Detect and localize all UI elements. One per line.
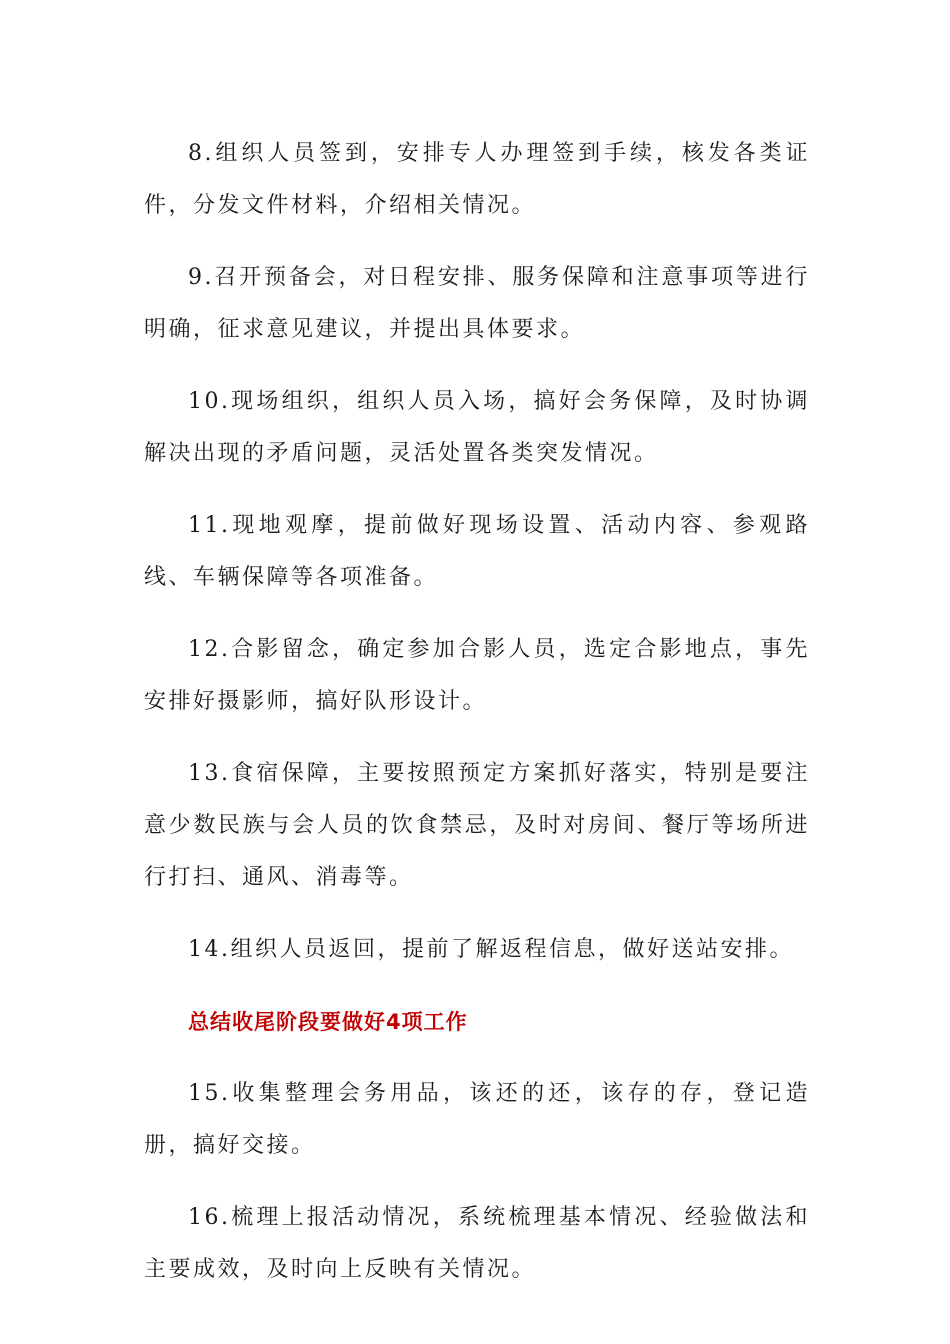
paragraph-item-12: 12.合影留念，确定参加合影人员，选定合影地点，事先安排好摄影师，搞好队形设计。: [144, 637, 810, 714]
paragraph-item-8: 8.组织人员签到，安排专人办理签到手续，核发各类证件，分发文件材料，介绍相关情况。: [144, 141, 810, 218]
paragraph-item-14: 14.组织人员返回，提前了解返程信息，做好送站安排。: [188, 937, 794, 962]
paragraph-item-10: 10.现场组织，组织人员入场，搞好会务保障，及时协调解决出现的矛盾问题，灵活处置各类突发情况。: [144, 389, 810, 466]
paragraph-item-9: 9.召开预备会，对日程安排、服务保障和注意事项等进行明确，征求意见建议，并提出具体要求。: [144, 265, 810, 342]
paragraph-item-13: 13.食宿保障，主要按照预定方案抓好落实，特别是要注意少数民族与会人员的饮食禁忌，及时对房间、餐厅等场所进行打扫、通风、消毒等。: [144, 761, 810, 890]
paragraph-item-11: 11.现地观摩，提前做好现场设置、活动内容、参观路线、车辆保障等各项准备。: [144, 513, 810, 590]
paragraph-item-15: 15.收集整理会务用品，该还的还，该存的存，登记造册，搞好交接。: [144, 1081, 810, 1158]
section-heading: 总结收尾阶段要做好4项工作: [188, 1010, 468, 1034]
paragraph-item-16: 16.梳理上报活动情况，系统梳理基本情况、经验做法和主要成效，及时向上反映有关情况。: [144, 1205, 810, 1282]
document-body: [144, 128, 810, 1316]
